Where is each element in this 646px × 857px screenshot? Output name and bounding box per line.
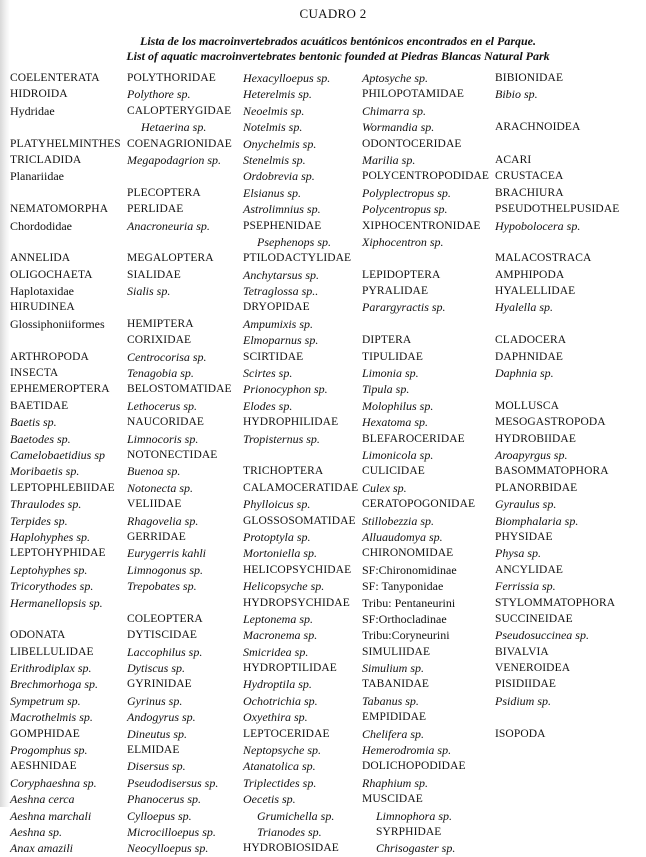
blank-line bbox=[495, 234, 619, 250]
species-name: Bibio sp. bbox=[495, 87, 538, 102]
species-name: Rhaphium sp. bbox=[362, 775, 428, 790]
species-name: Erithrodiplax sp. bbox=[10, 661, 92, 676]
taxon-group-name: SUCCINEIDAE bbox=[495, 612, 573, 625]
species-name: Chelifera sp. bbox=[362, 726, 424, 741]
taxon-group-name: HIDROIDA bbox=[10, 88, 68, 101]
species-name: Macronema sp. bbox=[243, 628, 318, 643]
blank-line bbox=[127, 234, 232, 250]
taxon-group-name: VELIIDAE bbox=[127, 498, 182, 511]
species-name: Tricorythodes sp. bbox=[10, 579, 94, 594]
taxon-group-name: LEPTOHYPHIDAE bbox=[10, 547, 106, 560]
species-name: Anax amazili bbox=[10, 841, 73, 856]
taxon-group-name: LIBELLULIDAE bbox=[10, 645, 94, 658]
blank-line bbox=[10, 185, 121, 201]
species-name: Macrothelmis sp. bbox=[10, 710, 93, 725]
taxon-group-name: PLANORBIDAE bbox=[495, 481, 578, 494]
taxon-group-name: AMPHIPODA bbox=[495, 268, 565, 281]
species-name: Ampumixis sp. bbox=[243, 316, 313, 331]
blank-line bbox=[495, 381, 619, 397]
species-name: Hetaerina sp. bbox=[141, 120, 207, 135]
taxon-group-name: HIRUDINEA bbox=[10, 301, 75, 314]
blank-line bbox=[495, 136, 619, 152]
species-name: Hydroptila sp. bbox=[243, 677, 312, 692]
species-name: Disersus sp. bbox=[127, 759, 186, 774]
species-name: Neoelmis sp. bbox=[243, 103, 305, 118]
taxon-group-name: TRICHOPTERA bbox=[243, 465, 324, 478]
species-name: Oecetis sp. bbox=[243, 792, 296, 807]
species-name: Dineutus sp. bbox=[127, 726, 187, 741]
taxon-group-name: INSECTA bbox=[10, 367, 59, 380]
taxon-group-name: MALACOSTRACA bbox=[495, 252, 592, 265]
species-name: Progomphus sp. bbox=[10, 743, 88, 758]
species-name: Baetis sp. bbox=[10, 415, 57, 430]
species-name: Sympetrum sp. bbox=[10, 693, 81, 708]
species-name: Notelmis sp. bbox=[243, 120, 303, 135]
species-name: Chrisogaster sp. bbox=[376, 841, 456, 856]
taxon-group-name: DAPHNIDAE bbox=[495, 350, 563, 363]
taxa-column-1 bbox=[10, 70, 121, 857]
family-name: Glossiphoniiformes bbox=[10, 316, 105, 331]
taxon-group-name: SIMULIIDAE bbox=[362, 645, 431, 658]
species-name: Helicopsyche sp. bbox=[243, 579, 325, 594]
species-name: Elsianus sp. bbox=[243, 185, 302, 200]
taxon-group-name: MESOGASTROPODA bbox=[495, 416, 606, 429]
species-name: Hermanellopsis sp. bbox=[10, 595, 103, 610]
species-name: Gyrinus sp. bbox=[127, 693, 183, 708]
taxon-group-name: LEPTOCERIDAE bbox=[243, 727, 330, 740]
blank-line bbox=[10, 611, 121, 627]
species-name: Molophilus sp. bbox=[362, 398, 434, 413]
species-name: Limonicola sp. bbox=[362, 447, 434, 462]
species-name: Physa sp. bbox=[495, 546, 541, 561]
taxon-group-name: OLIGOCHAETA bbox=[10, 268, 93, 281]
family-name: Tribu:Coryneurini bbox=[362, 628, 450, 643]
taxon-group-name: CULICIDAE bbox=[362, 465, 425, 478]
species-name: Laccophilus sp. bbox=[127, 644, 203, 659]
taxon-group-name: HYALELLIDAE bbox=[495, 285, 576, 298]
species-name: Aeshna cerca bbox=[10, 792, 75, 807]
family-name: Tribu: Pentaneurini bbox=[362, 595, 456, 610]
species-name: Stillobezzia sp. bbox=[362, 513, 435, 528]
taxon-group-name: BELOSTOMATIDAE bbox=[127, 383, 232, 396]
taxon-group-name: MEGALOPTERA bbox=[127, 252, 214, 265]
taxon-group-name: BAETIDAE bbox=[10, 399, 69, 412]
species-name: Neptopsyche sp. bbox=[243, 743, 321, 758]
species-name: Anchytarsus sp. bbox=[243, 267, 319, 282]
species-name: Trepobates sp. bbox=[127, 579, 197, 594]
species-name: Hyalella sp. bbox=[495, 300, 553, 315]
species-name: Tenagobia sp. bbox=[127, 366, 194, 381]
table-label: CUADRO 2 bbox=[299, 6, 367, 21]
taxon-group-name: BIVALVIA bbox=[495, 645, 549, 658]
table-header bbox=[0, 6, 646, 64]
taxon-group-name: DOLICHOPODIDAE bbox=[362, 760, 466, 773]
species-name: Polythore sp. bbox=[127, 87, 191, 102]
species-name: Mortoniella sp. bbox=[243, 546, 317, 561]
taxon-group-name: EPHEMEROPTERA bbox=[10, 383, 110, 396]
species-name: Limnophora sp. bbox=[376, 808, 453, 823]
taxon-group-name: STYLOMMATOPHORA bbox=[495, 596, 616, 609]
taxon-group-name: ARTHROPODA bbox=[10, 350, 89, 363]
species-name: Limonia sp. bbox=[362, 366, 419, 381]
species-name: Oxyethira sp. bbox=[243, 710, 308, 725]
species-name: Centrocorisa sp. bbox=[127, 349, 207, 364]
species-name: Aptosyche sp. bbox=[362, 71, 428, 85]
taxon-group-name: ODONATA bbox=[10, 629, 66, 642]
taxon-group-name: HYDROPHILIDAE bbox=[243, 416, 339, 429]
species-name: Phanocerus sp. bbox=[127, 792, 201, 807]
species-name: Cylloepus sp. bbox=[127, 808, 192, 823]
species-name: Ordobrevia sp. bbox=[243, 169, 315, 184]
species-name: Notonecta sp. bbox=[127, 480, 193, 495]
species-name: Pseudodisersus sp. bbox=[127, 775, 219, 790]
species-name: Scirtes sp. bbox=[243, 366, 293, 381]
taxon-group-name: ODONTOCERIDAE bbox=[362, 137, 462, 150]
taxon-group-name: HYDROBIOSIDAE bbox=[243, 842, 339, 855]
family-name: Hydridae bbox=[10, 103, 55, 118]
species-name: Buenoa sp. bbox=[127, 464, 181, 479]
species-name: Neocylloepus sp. bbox=[127, 841, 209, 856]
blank-line bbox=[10, 119, 121, 135]
species-name: Tipula sp. bbox=[362, 382, 410, 397]
species-name: Alluaudomya sp. bbox=[362, 529, 443, 544]
species-name: Protoptyla sp. bbox=[243, 529, 311, 544]
species-name: Astrolimnius sp. bbox=[243, 202, 321, 217]
taxon-group-name: COLEOPTERA bbox=[127, 612, 203, 625]
species-name: Onychelmis sp. bbox=[243, 136, 317, 151]
blank-line bbox=[362, 316, 489, 332]
species-name: Camelobaetidius sp bbox=[10, 447, 105, 462]
taxon-group-name: COELENTERATA bbox=[10, 72, 100, 84]
species-name: Trianodes sp. bbox=[257, 824, 322, 839]
taxon-group-name: HEMIPTERA bbox=[127, 317, 194, 330]
taxon-group-name: MOLLUSCA bbox=[495, 399, 560, 412]
taxon-group-name: MUSCIDAE bbox=[362, 793, 423, 806]
taxon-group-name: DYTISCIDAE bbox=[127, 629, 197, 642]
taxon-group-name: PHILOPOTAMIDAE bbox=[362, 88, 465, 101]
species-name: Chimarra sp. bbox=[362, 103, 427, 118]
taxon-group-name: LEPTOPHLEBIIDAE bbox=[10, 481, 115, 494]
blank-line bbox=[127, 299, 232, 315]
taxon-group-name: BASOMMATOPHORA bbox=[495, 465, 609, 478]
taxon-group-name: HYDROPTILIDAE bbox=[243, 662, 337, 675]
species-name: Hypobolocera sp. bbox=[495, 218, 581, 233]
species-name: Andogyrus sp. bbox=[127, 710, 196, 725]
taxon-group-name: NEMATOMORPHA bbox=[10, 203, 109, 216]
blank-line bbox=[495, 316, 619, 332]
species-name: Atanatolica sp. bbox=[243, 759, 316, 774]
taxon-group-name: PSEUDOTHELPUSIDAE bbox=[495, 203, 620, 216]
species-name: Limnocoris sp. bbox=[127, 431, 199, 446]
taxon-group-name: LEPIDOPTERA bbox=[362, 268, 441, 281]
taxon-group-name: GOMPHIDAE bbox=[10, 727, 80, 740]
family-name: Planariidae bbox=[10, 169, 64, 184]
family-name: Chordodidae bbox=[10, 218, 72, 233]
taxon-group-name: CRUSTACEA bbox=[495, 170, 564, 183]
blank-line bbox=[495, 103, 619, 119]
blank-line bbox=[127, 168, 232, 184]
species-name: Baetodes sp. bbox=[10, 431, 71, 446]
species-name: Stenelmis sp. bbox=[243, 152, 306, 167]
family-name: Haplotaxidae bbox=[10, 284, 74, 299]
species-name: Lethocerus sp. bbox=[127, 398, 197, 413]
species-name: Simulium sp. bbox=[362, 661, 425, 676]
species-name: Limnogonus sp. bbox=[127, 562, 204, 577]
taxon-group-name: ELMIDAE bbox=[127, 744, 180, 757]
taxon-group-name: TABANIDAE bbox=[362, 678, 430, 691]
species-name: Culex sp. bbox=[362, 480, 407, 495]
taxon-group-name: ACARI bbox=[495, 153, 532, 166]
species-name: Marilia sp. bbox=[362, 152, 416, 167]
family-name: SF:Chironomidinae bbox=[362, 562, 457, 577]
caption-english: List of aquatic macroinvertebrates bentonic founded at Piedras Blancas Natural Park bbox=[126, 49, 550, 63]
species-name: Aeshna marchali bbox=[10, 808, 92, 823]
taxon-group-name: HYDROPSYCHIDAE bbox=[243, 596, 350, 609]
species-name: Brechmorhoga sp. bbox=[10, 677, 98, 692]
taxon-group-name: POLYCENTROPODIDAE bbox=[362, 170, 490, 183]
species-name: Gyraulus sp. bbox=[495, 497, 557, 512]
taxon-group-name: HELICOPSYCHIDAE bbox=[243, 563, 352, 576]
taxa-column-3 bbox=[243, 70, 358, 857]
taxon-group-name: BLEFAROCERIDAE bbox=[362, 432, 465, 445]
species-name: Terpides sp. bbox=[10, 513, 68, 528]
species-name: Anacroneuria sp. bbox=[127, 218, 210, 233]
taxon-group-name: CALOPTERYGIDAE bbox=[127, 104, 232, 117]
taxon-group-name: PISIDIIDAE bbox=[495, 678, 557, 691]
species-name: Leptohyphes sp. bbox=[10, 562, 88, 577]
taxa-column-4 bbox=[362, 70, 489, 857]
species-name: Heterelmis sp. bbox=[243, 87, 312, 102]
species-name: Microcilloepus sp. bbox=[127, 824, 216, 839]
species-name: Tabanus sp. bbox=[362, 693, 419, 708]
species-name: Grumichella sp. bbox=[257, 808, 335, 823]
taxon-group-name: CALAMOCERATIDAE bbox=[243, 481, 359, 494]
family-name: SF:Orthocladinae bbox=[362, 611, 447, 626]
taxon-group-name: NAUCORIDAE bbox=[127, 416, 205, 429]
taxon-group-name: TIPULIDAE bbox=[362, 350, 423, 363]
taxa-column-2 bbox=[127, 70, 232, 857]
taxon-group-name: SIALIDAE bbox=[127, 268, 181, 281]
taxon-group-name: CORIXIDAE bbox=[127, 334, 192, 347]
blank-line bbox=[362, 250, 489, 266]
species-name: Elmoparnus sp. bbox=[243, 333, 319, 348]
taxon-group-name: PHYSIDAE bbox=[495, 530, 553, 543]
taxon-group-name: PTILODACTYLIDAE bbox=[243, 252, 352, 265]
taxon-group-name: VENEROIDEA bbox=[495, 662, 571, 675]
species-name: Ferrissia sp. bbox=[495, 579, 556, 594]
taxon-group-name: DIPTERA bbox=[362, 334, 412, 347]
species-name: Psephenops sp. bbox=[257, 234, 331, 249]
taxa-columns bbox=[0, 70, 646, 856]
taxon-group-name: COENAGRIONIDAE bbox=[127, 137, 232, 150]
species-name: Ochotrichia sp. bbox=[243, 693, 318, 708]
species-name: Phylloicus sp. bbox=[243, 497, 311, 512]
taxon-group-name: ANCYLIDAE bbox=[495, 563, 563, 576]
species-name: Rhagovelia sp. bbox=[127, 513, 199, 528]
species-name: Polycentropus sp. bbox=[362, 202, 448, 217]
blank-line bbox=[127, 595, 232, 611]
species-name: Smicridea sp. bbox=[243, 644, 309, 659]
species-name: Polyplectropus sp. bbox=[362, 185, 451, 200]
taxon-group-name: PLECOPTERA bbox=[127, 186, 201, 199]
taxon-group-name: NOTONECTIDAE bbox=[127, 448, 218, 461]
species-name: Psidium sp. bbox=[495, 693, 552, 708]
species-name: Coryphaeshna sp. bbox=[10, 775, 97, 790]
taxon-group-name: XIPHOCENTRONIDAE bbox=[362, 219, 481, 232]
taxa-column-5 bbox=[495, 70, 619, 742]
taxon-group-name: HYDROBIIDAE bbox=[495, 432, 576, 445]
taxon-group-name: BIBIONIDAE bbox=[495, 72, 564, 84]
species-name: Leptonema sp. bbox=[243, 611, 313, 626]
taxon-group-name: EMPIDIDAE bbox=[362, 711, 427, 724]
species-name: Tropisternus sp. bbox=[243, 431, 320, 446]
taxon-group-name: BRACHIURA bbox=[495, 186, 564, 199]
species-name: Parargyractis sp. bbox=[362, 300, 446, 315]
species-name: Wormandia sp. bbox=[362, 120, 435, 135]
species-name: Dytiscus sp. bbox=[127, 661, 185, 676]
taxon-group-name: PLATYHELMINTHES bbox=[10, 137, 121, 150]
blank-line bbox=[495, 709, 619, 725]
taxon-group-name: GERRIDAE bbox=[127, 530, 186, 543]
species-name: Hexacylloepus sp. bbox=[243, 71, 331, 85]
species-name: Thraulodes sp. bbox=[10, 497, 82, 512]
taxon-group-name: AESHNIDAE bbox=[10, 760, 77, 773]
taxon-group-name: CLADOCERA bbox=[495, 334, 567, 347]
family-name: SF: Tanyponidae bbox=[362, 579, 444, 594]
taxon-group-name: SYRPHIDAE bbox=[376, 825, 442, 838]
taxon-group-name: GYRINIDAE bbox=[127, 678, 192, 691]
caption-spanish: Lista de los macroinvertebrados acuáticos bentónicos encontrados en el Parque. bbox=[140, 34, 536, 48]
taxon-group-name: PSEPHENIDAE bbox=[243, 219, 322, 232]
species-name: Triplectides sp. bbox=[243, 775, 317, 790]
species-name: Biomphalaria sp. bbox=[495, 513, 579, 528]
species-name: Eurygerris kahli bbox=[127, 546, 206, 561]
species-name: Hemerodromia sp. bbox=[362, 743, 452, 758]
taxon-group-name: SCIRTIDAE bbox=[243, 350, 304, 363]
species-name: Haplohyphes sp. bbox=[10, 529, 90, 544]
species-name: Sialis sp. bbox=[127, 284, 171, 299]
species-name: Megapodagrion sp. bbox=[127, 152, 221, 167]
taxon-group-name: ARACHNOIDEA bbox=[495, 121, 581, 134]
taxon-group-name: GLOSSOSOMATIDAE bbox=[243, 514, 356, 527]
blank-line bbox=[10, 234, 121, 250]
species-name: Aeshna sp. bbox=[10, 824, 62, 839]
species-name: Elodes sp. bbox=[243, 398, 293, 413]
taxon-group-name: POLYTHORIDAE bbox=[127, 72, 216, 84]
taxon-group-name: PYRALIDAE bbox=[362, 285, 429, 298]
blank-line bbox=[10, 332, 121, 348]
species-name: Prionocyphon sp. bbox=[243, 382, 328, 397]
table-caption bbox=[30, 34, 646, 64]
taxon-group-name: DRYOPIDAE bbox=[243, 301, 310, 314]
species-name: Tetraglossa sp.. bbox=[243, 284, 319, 299]
species-name: Pseudosuccinea sp. bbox=[495, 628, 589, 643]
blank-line bbox=[243, 447, 358, 463]
taxon-group-name: TRICLADIDA bbox=[10, 153, 82, 166]
taxon-group-name: ISOPODA bbox=[495, 727, 546, 740]
species-name: Moribaetis sp. bbox=[10, 464, 80, 479]
taxon-group-name: ANNELIDA bbox=[10, 252, 71, 265]
taxon-group-name: CHIRONOMIDAE bbox=[362, 547, 454, 560]
species-name: Daphnia sp. bbox=[495, 366, 554, 381]
species-name: Xiphocentron sp. bbox=[362, 234, 444, 249]
taxon-group-name: PERLIDAE bbox=[127, 203, 184, 216]
taxon-group-name: CERATOPOGONIDAE bbox=[362, 498, 476, 511]
species-name: Aroapyrgus sp. bbox=[495, 447, 568, 462]
species-name: Hexatoma sp. bbox=[362, 415, 428, 430]
